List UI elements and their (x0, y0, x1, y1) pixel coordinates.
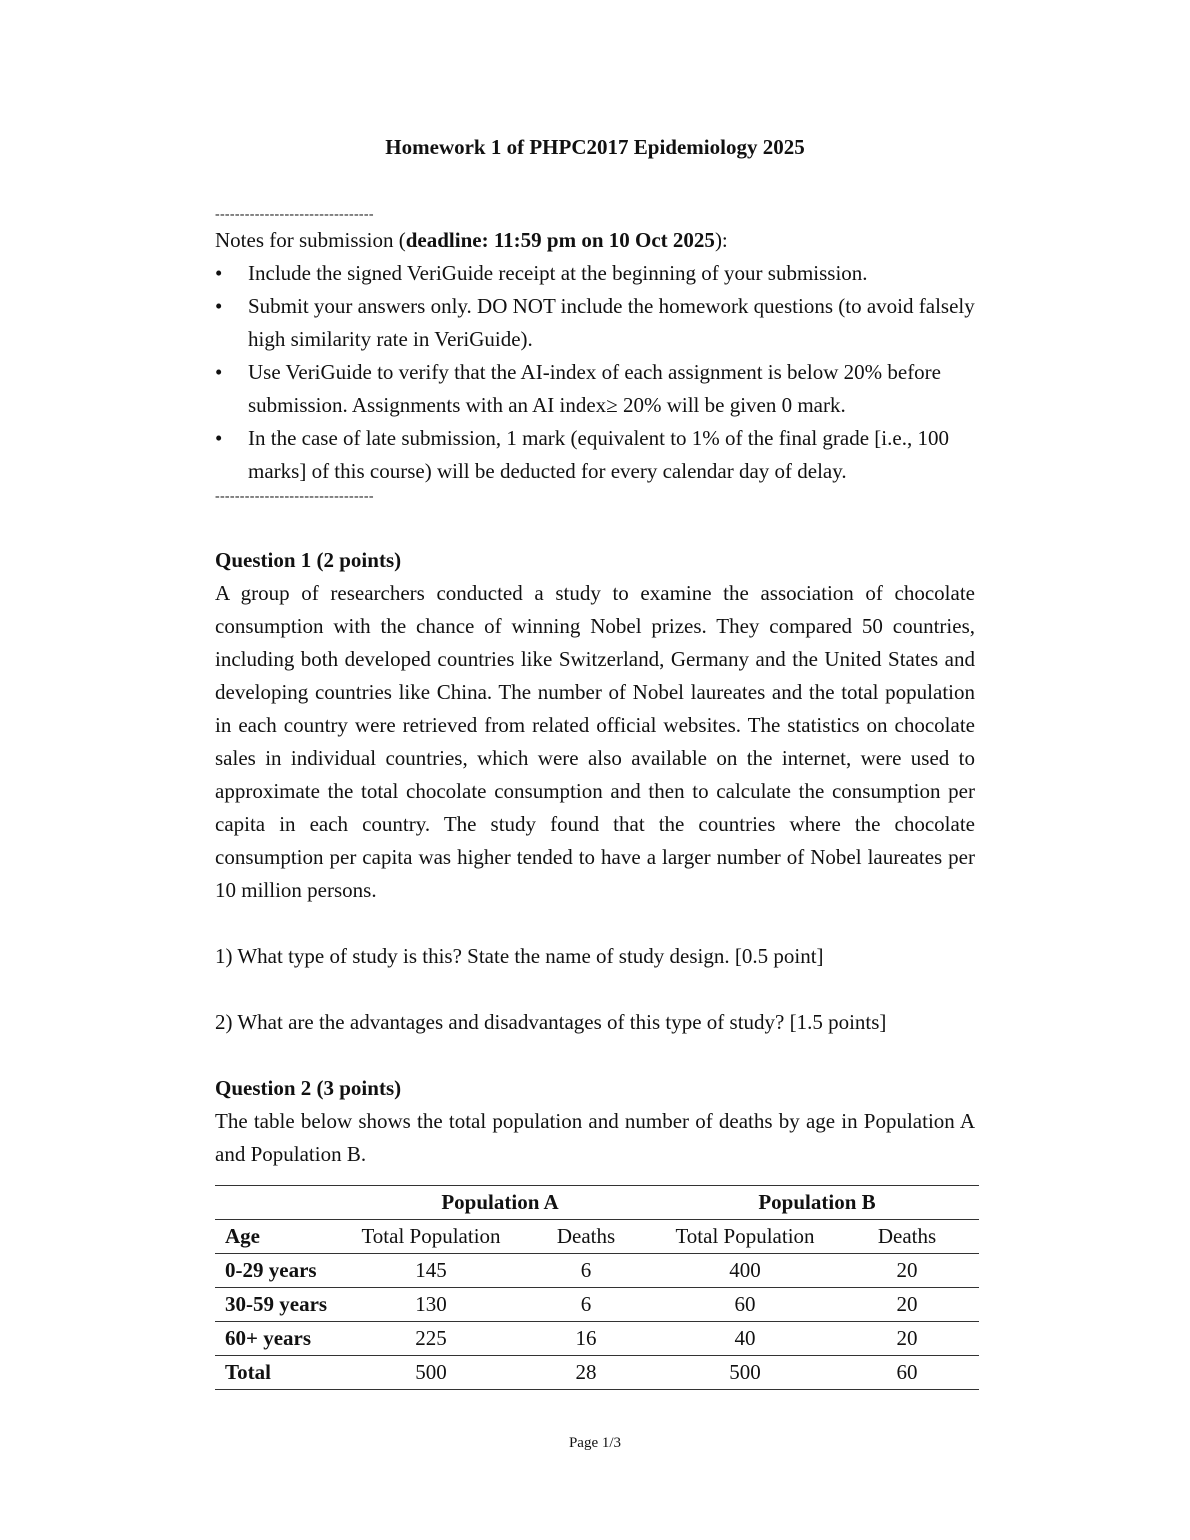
table-row (215, 1288, 979, 1322)
group-header-b: Population B (655, 1186, 979, 1220)
divider-top: -------------------------------- (215, 207, 374, 222)
b-total-cell: 500 (655, 1356, 835, 1390)
group-header-a: Population A (345, 1186, 655, 1220)
b-total-cell: 40 (655, 1322, 835, 1356)
column-header-a-deaths: Deaths (517, 1220, 655, 1254)
note-text: Use VeriGuide to verify that the AI-index of each assignment is below 20% before submission. Assignments with an AI index≥ 20% will be given 0 mark. (248, 360, 941, 417)
notes-intro-text: Notes for submission ( (215, 228, 406, 252)
a-deaths-cell: 28 (517, 1356, 655, 1390)
question-1-body: A group of researchers conducted a study to examine the association of chocolate consumption with the chance of winning Nobel prizes. They compared 50 countries, including both developed countries like Switzerland, Germany and the United States and developing countries like China. The number of Nobel laureates and the total population in each country were retrieved from related official websites. The statistics on chocolate sales in individual countries, which were also available on the internet, were used to approximate the total chocolate consumption and then to calculate the consumption per capita in each country. The study found that the countries where the chocolate consumption per capita was higher tended to have a larger number of Nobel laureates per 10 million persons. (215, 581, 975, 902)
a-total-cell: 130 (345, 1288, 517, 1322)
column-header-b-total: Total Population (655, 1220, 835, 1254)
b-total-cell: 60 (655, 1288, 835, 1322)
column-header-a-total: Total Population (345, 1220, 517, 1254)
table-row (215, 1254, 979, 1288)
age-cell: 30-59 years (215, 1288, 345, 1322)
document-body (215, 206, 975, 1171)
bullet-icon: • (215, 294, 223, 318)
b-deaths-cell: 20 (835, 1254, 979, 1288)
b-deaths-cell: 20 (835, 1288, 979, 1322)
age-cell: Total (215, 1356, 345, 1390)
column-header-age: Age (215, 1220, 345, 1254)
a-deaths-cell: 16 (517, 1322, 655, 1356)
table-row (215, 1322, 979, 1356)
page-number: Page 1/3 (568, 1435, 622, 1451)
column-header-b-deaths: Deaths (835, 1220, 979, 1254)
bullet-icon: • (215, 426, 223, 450)
a-deaths-cell: 6 (517, 1288, 655, 1322)
table-row-total (215, 1356, 979, 1390)
b-deaths-cell: 20 (835, 1322, 979, 1356)
divider-bottom: -------------------------------- (215, 489, 374, 504)
document-title: Homework 1 of PHPC2017 Epidemiology 2025 (385, 135, 805, 159)
population-deaths-table (215, 1185, 979, 1390)
list-item (215, 422, 975, 488)
question-1-part-1: 1) What type of study is this? State the name of study design. [0.5 point] (215, 944, 824, 968)
question-2-heading: Question 2 (3 points) (215, 1076, 402, 1100)
notes-intro-close: ): (714, 228, 728, 252)
age-cell: 0-29 years (215, 1254, 345, 1288)
a-total-cell: 500 (345, 1356, 517, 1390)
question-2-body: The table below shows the total population and number of deaths by age in Population A and Population B. (215, 1109, 975, 1166)
question-1-part-2: 2) What are the advantages and disadvantages of this type of study? [1.5 points] (215, 1010, 887, 1034)
a-total-cell: 225 (345, 1322, 517, 1356)
note-text: Submit your answers only. DO NOT include the homework questions (to avoid falsely high similarity rate in VeriGuide). (248, 294, 975, 351)
bullet-icon: • (215, 261, 223, 285)
submission-notes-list (215, 257, 975, 488)
a-deaths-cell: 6 (517, 1254, 655, 1288)
list-item (215, 257, 975, 290)
table-column-header-row (215, 1220, 979, 1254)
a-total-cell: 145 (345, 1254, 517, 1288)
age-cell: 60+ years (215, 1322, 345, 1356)
deadline-text: deadline: 11:59 pm on 10 Oct 2025 (405, 228, 715, 252)
note-text: In the case of late submission, 1 mark (equivalent to 1% of the final grade [i.e., 100 marks] of this course) will be deducted for every calendar day of delay. (248, 426, 949, 483)
question-1-heading: Question 1 (2 points) (215, 548, 402, 572)
list-item (215, 290, 975, 356)
list-item (215, 356, 975, 422)
submission-notes-intro (215, 224, 975, 257)
b-total-cell: 400 (655, 1254, 835, 1288)
b-deaths-cell: 60 (835, 1356, 979, 1390)
bullet-icon: • (215, 360, 223, 384)
table-group-header-row (215, 1186, 979, 1220)
note-text: Include the signed VeriGuide receipt at the beginning of your submission. (248, 261, 868, 285)
